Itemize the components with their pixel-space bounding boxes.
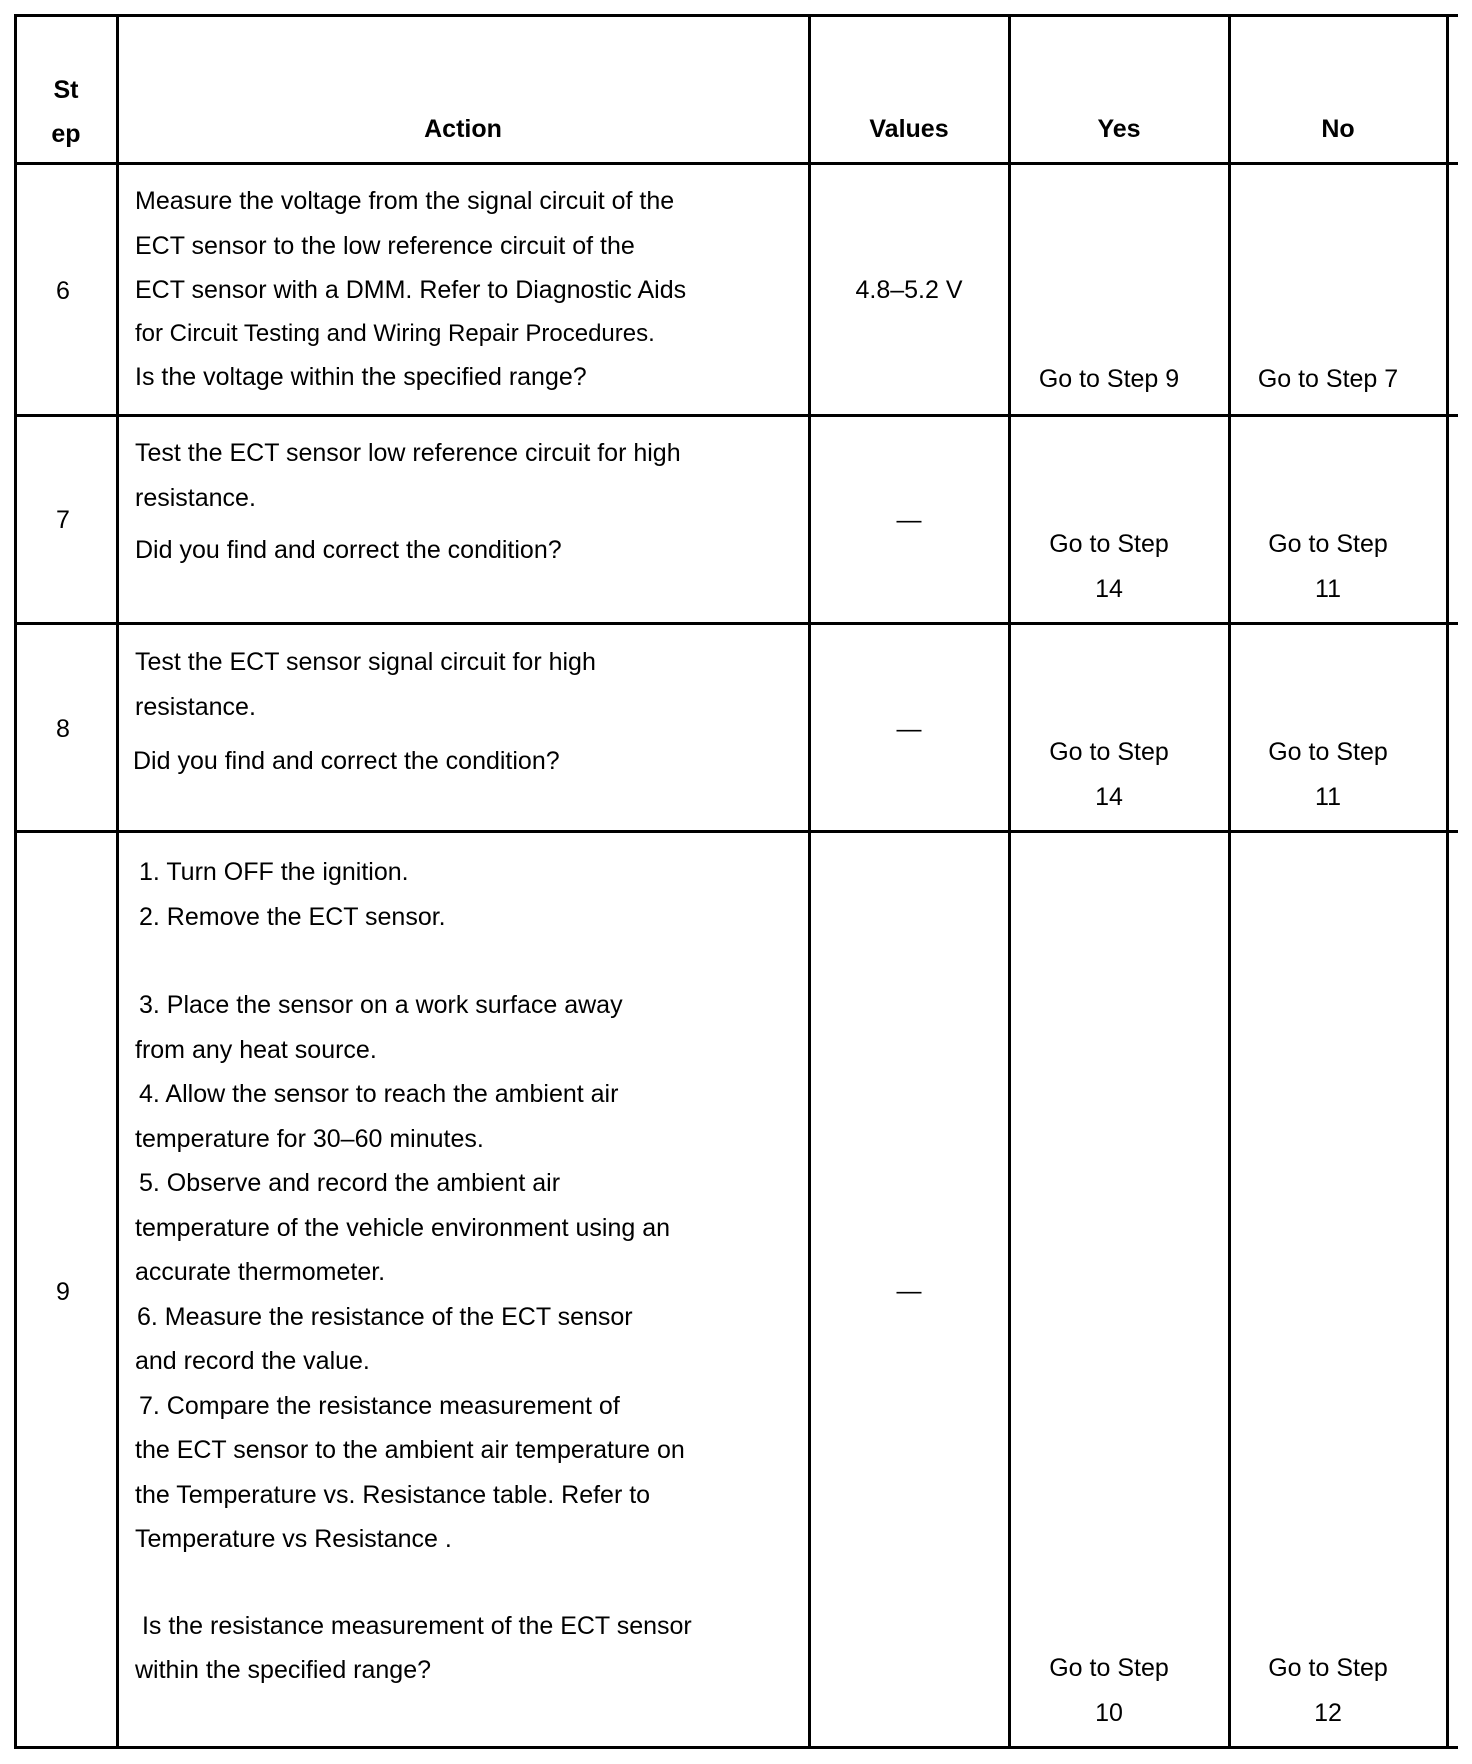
table-border-right	[1446, 14, 1449, 1749]
header-divider	[14, 162, 1458, 165]
yes-cell	[1010, 1646, 1208, 1735]
no-line: 12	[1314, 1698, 1342, 1727]
no-line: Go to Step	[1268, 530, 1388, 558]
value-cell: 4.8–5.2 V	[855, 276, 963, 304]
action-line: accurate thermometer.	[135, 1258, 386, 1286]
action-line: temperature of the vehicle environment using an	[135, 1213, 671, 1242]
yes-line: 14	[1095, 782, 1123, 811]
no-cell	[1230, 357, 1426, 402]
value-cell: —	[896, 506, 922, 534]
value-cell: —	[896, 715, 922, 743]
action-line: Test the ECT sensor signal circuit for high	[135, 648, 596, 676]
action-line: 3. Place the sensor on a work surface away	[139, 991, 623, 1019]
table-border-bottom	[14, 1746, 1458, 1749]
step-number: 7	[56, 506, 70, 534]
action-cell	[135, 640, 596, 784]
no-line: Go to Step	[1268, 738, 1388, 766]
header-action: Action	[424, 115, 502, 143]
row-divider-6	[14, 414, 1458, 417]
action-line: and record the value.	[135, 1347, 370, 1375]
action-line: Measure the voltage from the signal circuit of the	[135, 187, 675, 215]
yes-line: Go to Step	[1049, 738, 1169, 766]
col-divider-yes	[1228, 14, 1231, 1749]
yes-line: 10	[1095, 1698, 1123, 1727]
action-line: 6. Measure the resistance of the ECT sensor	[137, 1302, 633, 1331]
header-no: No	[1321, 115, 1355, 143]
yes-line: Go to Step	[1049, 1654, 1169, 1682]
action-line: within the specified range?	[135, 1656, 432, 1684]
action-line: ECT sensor with a DMM. Refer to Diagnostic Aids	[135, 276, 687, 304]
yes-cell	[1010, 357, 1208, 402]
action-line: 5. Observe and record the ambient air	[139, 1169, 561, 1197]
no-cell	[1230, 522, 1426, 611]
header-values: Values	[869, 115, 949, 143]
action-line: 4. Allow the sensor to reach the ambient air	[139, 1080, 619, 1108]
action-line: resistance.	[135, 483, 256, 512]
value-cell: —	[896, 1277, 922, 1305]
action-line: for Circuit Testing and Wiring Repair Procedures.	[135, 319, 655, 347]
no-cell	[1230, 1646, 1426, 1735]
action-line: from any heat source.	[135, 1035, 377, 1064]
row-divider-7	[14, 622, 1458, 625]
action-line: ECT sensor to the low reference circuit of the	[135, 231, 635, 260]
action-line: 1. Turn OFF the ignition.	[139, 858, 409, 886]
step-number: 9	[56, 1278, 70, 1306]
header-step	[14, 68, 118, 156]
step-number: 6	[56, 277, 70, 305]
header-yes: Yes	[1097, 115, 1141, 143]
table-border-top	[14, 14, 1458, 17]
action-line: temperature for 30–60 minutes.	[135, 1124, 484, 1153]
action-line: Test the ECT sensor low reference circuit for high	[135, 439, 681, 467]
no-line: Go to Step	[1268, 1654, 1388, 1682]
no-line: Go to Step 7	[1257, 365, 1399, 393]
yes-cell	[1010, 522, 1208, 611]
action-line: Did you find and correct the condition?	[135, 536, 562, 564]
header-step-line1: St	[53, 76, 79, 104]
action-line: Is the voltage within the specified range?	[135, 362, 587, 391]
no-line: 11	[1315, 782, 1341, 811]
action-line: 2. Remove the ECT sensor.	[139, 902, 446, 931]
action-line: the ECT sensor to the ambient air temperature on	[135, 1436, 685, 1464]
step-number: 8	[56, 715, 70, 743]
action-line: Did you find and correct the condition?	[133, 747, 560, 775]
yes-line: 14	[1095, 574, 1123, 603]
yes-line: Go to Step	[1049, 530, 1169, 558]
action-line: Is the resistance measurement of the ECT sensor	[135, 1611, 692, 1640]
no-line: 11	[1315, 574, 1341, 603]
col-divider-step	[116, 14, 119, 1749]
action-cell	[135, 431, 681, 573]
action-cell	[135, 179, 686, 399]
col-divider-values	[1008, 14, 1011, 1749]
action-line: the Temperature vs. Resistance table. Refer to	[135, 1480, 651, 1509]
header-step-line2: ep	[51, 120, 81, 148]
no-cell	[1230, 730, 1426, 819]
action-line: Temperature vs Resistance .	[135, 1525, 452, 1553]
action-line: 7. Compare the resistance measurement of	[139, 1391, 620, 1420]
yes-line: Go to Step 9	[1038, 365, 1180, 393]
action-line: resistance.	[135, 692, 256, 721]
action-cell	[135, 850, 692, 1693]
row-divider-8	[14, 830, 1458, 833]
yes-cell	[1010, 730, 1208, 819]
